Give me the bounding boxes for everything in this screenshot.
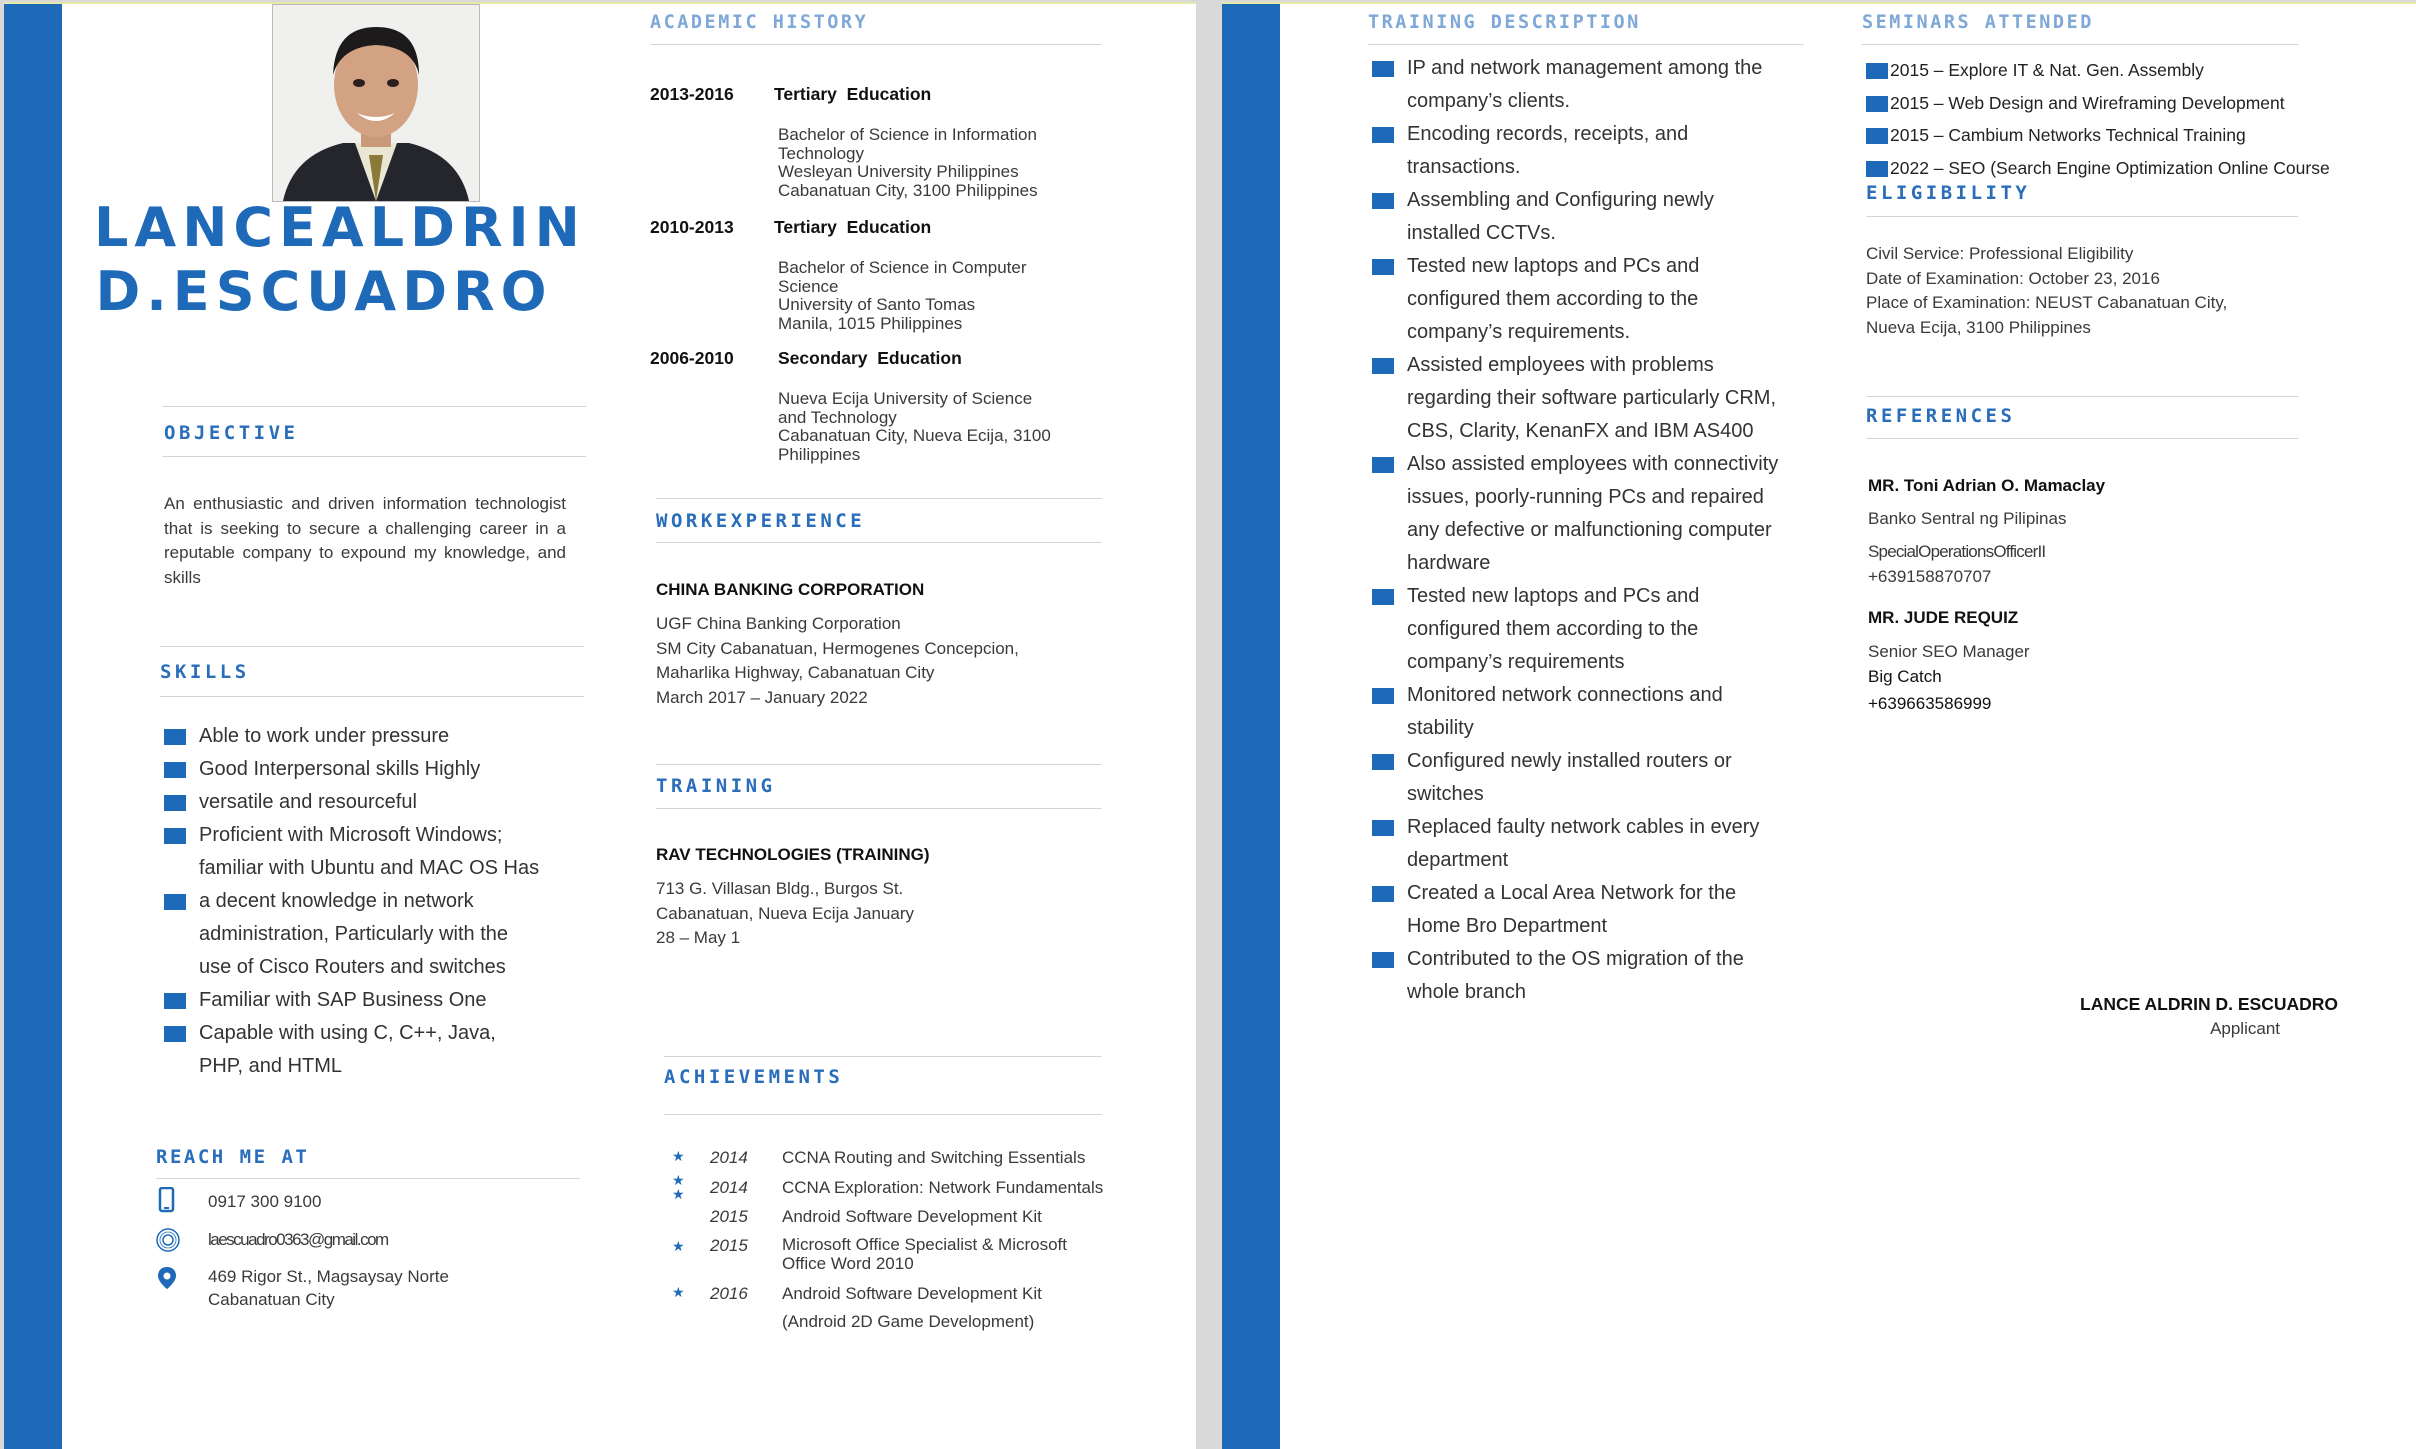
training-description-item: Created a Local Area Network for the Home Bro Department <box>1372 877 1792 943</box>
skill-item: Familiar with SAP Business One <box>164 984 544 1017</box>
skills-heading: SKILLS <box>160 661 250 683</box>
training-description-item: Monitored network connections and stability <box>1372 679 1792 745</box>
training-description-item: Also assisted employees with connectivity issues, poorly-running PCs and repaired any defective or malfunctioning computer hardware <box>1372 448 1792 580</box>
square-bullet-icon <box>1372 952 1394 968</box>
square-bullet-icon <box>1372 589 1394 605</box>
square-bullet-icon <box>1372 358 1394 374</box>
square-bullet-icon <box>164 894 186 910</box>
square-bullet-icon <box>1866 63 1888 79</box>
reference-phone-1: +639158870707 <box>1868 567 1992 586</box>
training-description-item: Assisted employees with problems regarding their software particularly CRM, CBS, Clarity, KenanFX and IBM AS400 <box>1372 349 1792 448</box>
academic-level-2: Tertiary Education <box>774 217 932 237</box>
training-description-item: Contributed to the OS migration of the whole branch <box>1372 943 1792 1009</box>
skill-item: Good Interpersonal skills Highly <box>164 753 544 786</box>
academic-heading: ACADEMIC HISTORY <box>650 12 869 33</box>
skill-item: Proficient with Microsoft Windows; familiar with Ubuntu and MAC OS Has <box>164 819 544 885</box>
left-accent-bar <box>4 4 62 1449</box>
references-heading: REFERENCES <box>1866 405 2016 427</box>
square-bullet-icon <box>1372 457 1394 473</box>
at-icon <box>153 1227 183 1258</box>
resume-page-2 <box>1222 2 2416 1449</box>
contact-email: laescuadro0363@gmail.com <box>208 1230 388 1249</box>
star-icon: ★ <box>672 1172 685 1188</box>
contact-phone: 0917 300 9100 <box>208 1192 322 1211</box>
reference-position-1: SpecialOperationsOfficerII <box>1868 542 2046 561</box>
reference-name-2: MR. JUDE REQUIZ <box>1868 608 2019 627</box>
square-bullet-icon <box>1372 259 1394 275</box>
location-pin-icon <box>157 1266 177 1295</box>
square-bullet-icon <box>1866 96 1888 112</box>
training-description-item: Replaced faulty network cables in every department <box>1372 811 1792 877</box>
academic-level-1: Tertiary Education <box>774 84 932 104</box>
eligibility-heading: ELIGIBILITY <box>1866 182 2031 204</box>
square-bullet-icon <box>1372 127 1394 143</box>
reference-org-2: Senior SEO Manager <box>1868 642 2030 661</box>
academic-years-1: 2013-2016 <box>650 84 734 104</box>
square-bullet-icon <box>164 993 186 1009</box>
objective-text: An enthusiastic and driven information technologist that is seeking to secure a challenging career in a reputable company to expound my knowledge, and skills <box>164 494 566 587</box>
square-bullet-icon <box>1372 688 1394 704</box>
star-icon: ★ <box>672 1284 685 1300</box>
skill-item: Able to work under pressure <box>164 720 544 753</box>
training-details: 713 G. Villasan Bldg., Burgos St. Cabanatuan, Nueva Ecija January 28 – May 1 <box>656 879 914 947</box>
training-description-item: Tested new laptops and PCs and configured them according to the company’s requirements <box>1372 580 1792 679</box>
square-bullet-icon <box>164 1026 186 1042</box>
seminar-item: 2015 – Cambium Networks Technical Training <box>1866 119 2406 152</box>
training-description-item: Configured newly installed routers or switches <box>1372 745 1792 811</box>
training-heading: TRAINING <box>656 775 776 797</box>
signature-name: LANCE ALDRIN D. ESCUADRO <box>2080 994 2338 1014</box>
academic-details-1: Bachelor of Science in Information Technology Wesleyan University Philippines Cabanatuan City, 3100 Philippines <box>778 125 1038 200</box>
training-description-item: Assembling and Configuring newly installed CCTVs. <box>1372 184 1792 250</box>
square-bullet-icon <box>1372 886 1394 902</box>
star-icon: ★ <box>672 1238 685 1254</box>
academic-years-2: 2010-2013 <box>650 217 734 237</box>
training-description-item: IP and network management among the company’s clients. <box>1372 52 1792 118</box>
resume-page-1: LANCEALDRIN D.ESCUADRO OBJECTIVE An enthusiastic and driven information technologist that is seeking to secure a challenging career in a reputable company to expound my knowledge, and skills SKILLS Able to work under pressure Good Interpersonal skills Highly versatile and resourceful Proficient with Microsoft Windows; familiar with Ubuntu and MAC OS Has a decent knowledge in network administration, Particularly with the use of Cisco Routers and switches Familiar with SAP Business One Capable with using C, C++, Java, PHP, and HTML REACH ME AT 0917 300 9100 laescuadro0363@gmail.com 469 Rigor St., Magsaysay Norte Cabanatuan City ACADEMIC HISTORY 2013-2016 Tertiary Education Bachelor of Science in Information Technology Wesleyan University Philippines Cabanatuan City, 3100 Philippines 2010-2013 Tertiary Education Bachelor of Science in Computer Science University of Santo Tomas Manila, 1015 Philippines 2006-2010 Secondary Education Nueva Ecija University of Science and Technology Cabanatuan City, Nueva Ecija, 3100 Philippines WORKEXPERIENCE CHINA BANKING CORPORATION UGF China Banking Corporation SM City Cabanatuan, Hermogenes Concepcion, Maharlika Highway, Cabanatuan City March 2017 – January 2022 TRAINING RAV TECHNOLOGIES (TRAINING) 713 G. Villasan Bldg., Burgos St. Cabanatuan, Nueva Ecija January 28 – May 1 ACHIEVEMENTS ★ 2014 CCNA Routing and Switching Essentials ★ ★ 2014 CCNA Exploration: Network Fundamentals 2015 Android Software Development Kit ★ 2015 Microsoft Office Specialist & Microsoft Office Word 2010 ★ 2016 Android Software Development Kit (Android 2D Game Development) <box>4 2 1196 1449</box>
reference-position-2: Big Catch <box>1868 667 1942 686</box>
seminar-item: 2015 – Web Design and Wireframing Development <box>1866 87 2406 120</box>
seminar-item: 2022 – SEO (Search Engine Optimization Online Course <box>1866 152 2406 185</box>
reference-phone-2: +639663586999 <box>1868 694 1992 713</box>
square-bullet-icon <box>1372 193 1394 209</box>
skill-item: a decent knowledge in network administration, Particularly with the use of Cisco Routers and switches <box>164 885 544 984</box>
square-bullet-icon <box>1372 820 1394 836</box>
training-description-list <box>1372 52 1792 1009</box>
name-last: D.ESCUADRO <box>95 260 553 323</box>
work-details: UGF China Banking Corporation SM City Cabanatuan, Hermogenes Concepcion, Maharlika Highway, Cabanatuan City March 2017 – January 2022 <box>656 614 1019 707</box>
academic-level-3: Secondary Education <box>778 348 962 368</box>
seminar-item: 2015 – Explore IT & Nat. Gen. Assembly <box>1866 54 2406 87</box>
work-company: CHINA BANKING CORPORATION <box>656 580 925 599</box>
square-bullet-icon <box>1372 754 1394 770</box>
academic-details-3: Nueva Ecija University of Science and Technology Cabanatuan City, Nueva Ecija, 3100 Philippines <box>778 389 1051 464</box>
contact-address-line2: Cabanatuan City <box>208 1290 335 1309</box>
academic-years-3: 2006-2010 <box>650 348 734 368</box>
square-bullet-icon <box>164 762 186 778</box>
star-icon: ★ <box>672 1186 685 1202</box>
training-description-item: Tested new laptops and PCs and configured them according to the company’s requirements. <box>1372 250 1792 349</box>
signature-role: Applicant <box>2210 1019 2280 1038</box>
achievements-heading: ACHIEVEMENTS <box>664 1066 844 1088</box>
name-first: LANCEALDRIN <box>94 196 586 259</box>
square-bullet-icon <box>164 729 186 745</box>
eligibility-details: Civil Service: Professional Eligibility Date of Examination: October 23, 2016 Place of Examination: NEUST Cabanatuan City, Nueva Ecija, 3100 Philippines <box>1866 244 2228 337</box>
square-bullet-icon <box>1372 61 1394 77</box>
left-accent-bar <box>1222 4 1280 1449</box>
seminars-list <box>1866 54 2406 184</box>
skills-list <box>164 720 544 1083</box>
contact-address-line1: 469 Rigor St., Magsaysay Norte <box>208 1267 449 1286</box>
academic-details-2: Bachelor of Science in Computer Science University of Santo Tomas Manila, 1015 Philippines <box>778 258 1027 333</box>
training-company: RAV TECHNOLOGIES (TRAINING) <box>656 845 930 864</box>
training-description-item: Encoding records, receipts, and transactions. <box>1372 118 1792 184</box>
contact-heading: REACH ME AT <box>156 1146 310 1168</box>
square-bullet-icon <box>164 795 186 811</box>
training-description-heading: TRAINING DESCRIPTION <box>1368 12 1641 33</box>
work-heading: WORKEXPERIENCE <box>656 510 866 532</box>
square-bullet-icon <box>1866 161 1888 177</box>
square-bullet-icon <box>164 828 186 844</box>
objective-heading: OBJECTIVE <box>164 422 299 444</box>
seminars-heading: SEMINARS ATTENDED <box>1862 12 2094 33</box>
star-icon: ★ <box>672 1148 685 1164</box>
skill-item: Capable with using C, C++, Java, PHP, and HTML <box>164 1017 544 1083</box>
phone-icon <box>158 1187 176 1218</box>
reference-org-1: Banko Sentral ng Pilipinas <box>1868 509 2067 528</box>
profile-photo <box>272 4 480 202</box>
reference-name-1: MR. Toni Adrian O. Mamaclay <box>1868 476 2106 495</box>
skill-item: versatile and resourceful <box>164 786 544 819</box>
square-bullet-icon <box>1866 128 1888 144</box>
